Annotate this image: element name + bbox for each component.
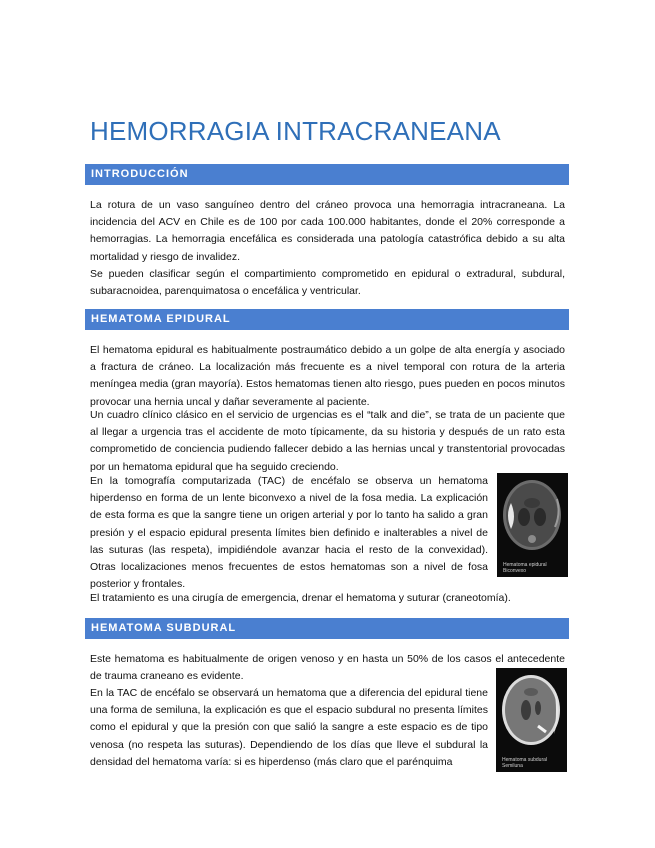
ct-scan-epidural-image [497, 473, 568, 577]
intro-paragraph-2: Se pueden clasificar según el compartimiento comprometido en epidural o extradural, subdural, subaracnoidea, parenquimatosa o encefálica y ventricular. [90, 268, 565, 298]
ct-scan-subdural-image [496, 668, 567, 772]
subdural-paragraph-1: Este hematoma es habitualmente de origen venoso y en hasta un 50% de los casos el antecedente de trauma craneano es evidente. [90, 653, 565, 683]
section-heading-hematoma-subdural: HEMATOMA SUBDURAL [85, 618, 569, 639]
page-title: HEMORRAGIA INTRACRANEANA [90, 116, 501, 146]
epidural-paragraph-4: El tratamiento es una cirugía de emergencia, drenar el hematoma y suturar (craneotomía). [90, 592, 511, 604]
epidural-paragraph-1: El hematoma epidural es habitualmente postraumático debido a un golpe de alta energía y asociado a fractura de cráneo. La localización más frecuente es a nivel temporal con rotura de la arteria meníngea media (gran mayoría). Estos hematomas tienen alto riesgo, pues pueden en pocos minutos provocar una hernia uncal y dañar severamente al paciente. [90, 344, 565, 408]
subdural-paragraph-2: En la TAC de encéfalo se observará un hematoma que a diferencia del epidural tiene una forma de semiluna, la explicación es que el espacio subdural no presenta límites como el epidural y que la presión con que salió la sangre a este espacio es de tipo venosa (no respeta las suturas). Dependiendo de los días que lleve el subdural la densidad del hematoma varía: si es hiperdenso (más claro que el parénquima [90, 687, 488, 768]
intro-paragraph-1: La rotura de un vaso sanguíneo dentro del cráneo provoca una hemorragia intracraneana. La incidencia del ACV en Chile es de 100 por cada 100.000 habitantes, donde el 20% corresponde a hemorragias. La hemorragia encefálica es considerada una patología catastrófica debido a su alta mortalidad y riesgo de invalidez. [90, 199, 565, 263]
epidural-paragraph-3: En la tomografía computarizada (TAC) de encéfalo se observa un hematoma hiperdenso en forma de un lente biconvexo a nivel de la fosa media. La explicación de esta forma es que la sangre tiene un origen arterial y por lo tanto ha salido a gran presión y el espacio epidural presenta límites bien definido e inalterables a nivel de las suturas (las respeta), impidiéndole avanzar hacia el resto de la convexidad). Otras localizaciones menos frecuentes de estos hematomas son a nivel de fosa posterior y frontales. [90, 475, 488, 591]
section-heading-introduccion: INTRODUCCIÓN [85, 164, 569, 185]
ct-scan-epidural-caption: Hematoma epidural Biconvexo [503, 562, 547, 574]
ct-scan-subdural-caption: Hematoma subdural Semiluna [502, 757, 548, 769]
section-heading-hematoma-epidural: HEMATOMA EPIDURAL [85, 309, 569, 330]
epidural-paragraph-2: Un cuadro clínico clásico en el servicio de urgencias es el “talk and die”, se trata de un paciente que al llegar a urgencia tras el accidente de moto típicamente, da su historia y después de un rato esta comprometido de conciencia pudiendo fallecer debido a las hernias uncal y transtentorial provocadas por un hematoma epidural que ha seguido creciendo. [90, 409, 565, 473]
